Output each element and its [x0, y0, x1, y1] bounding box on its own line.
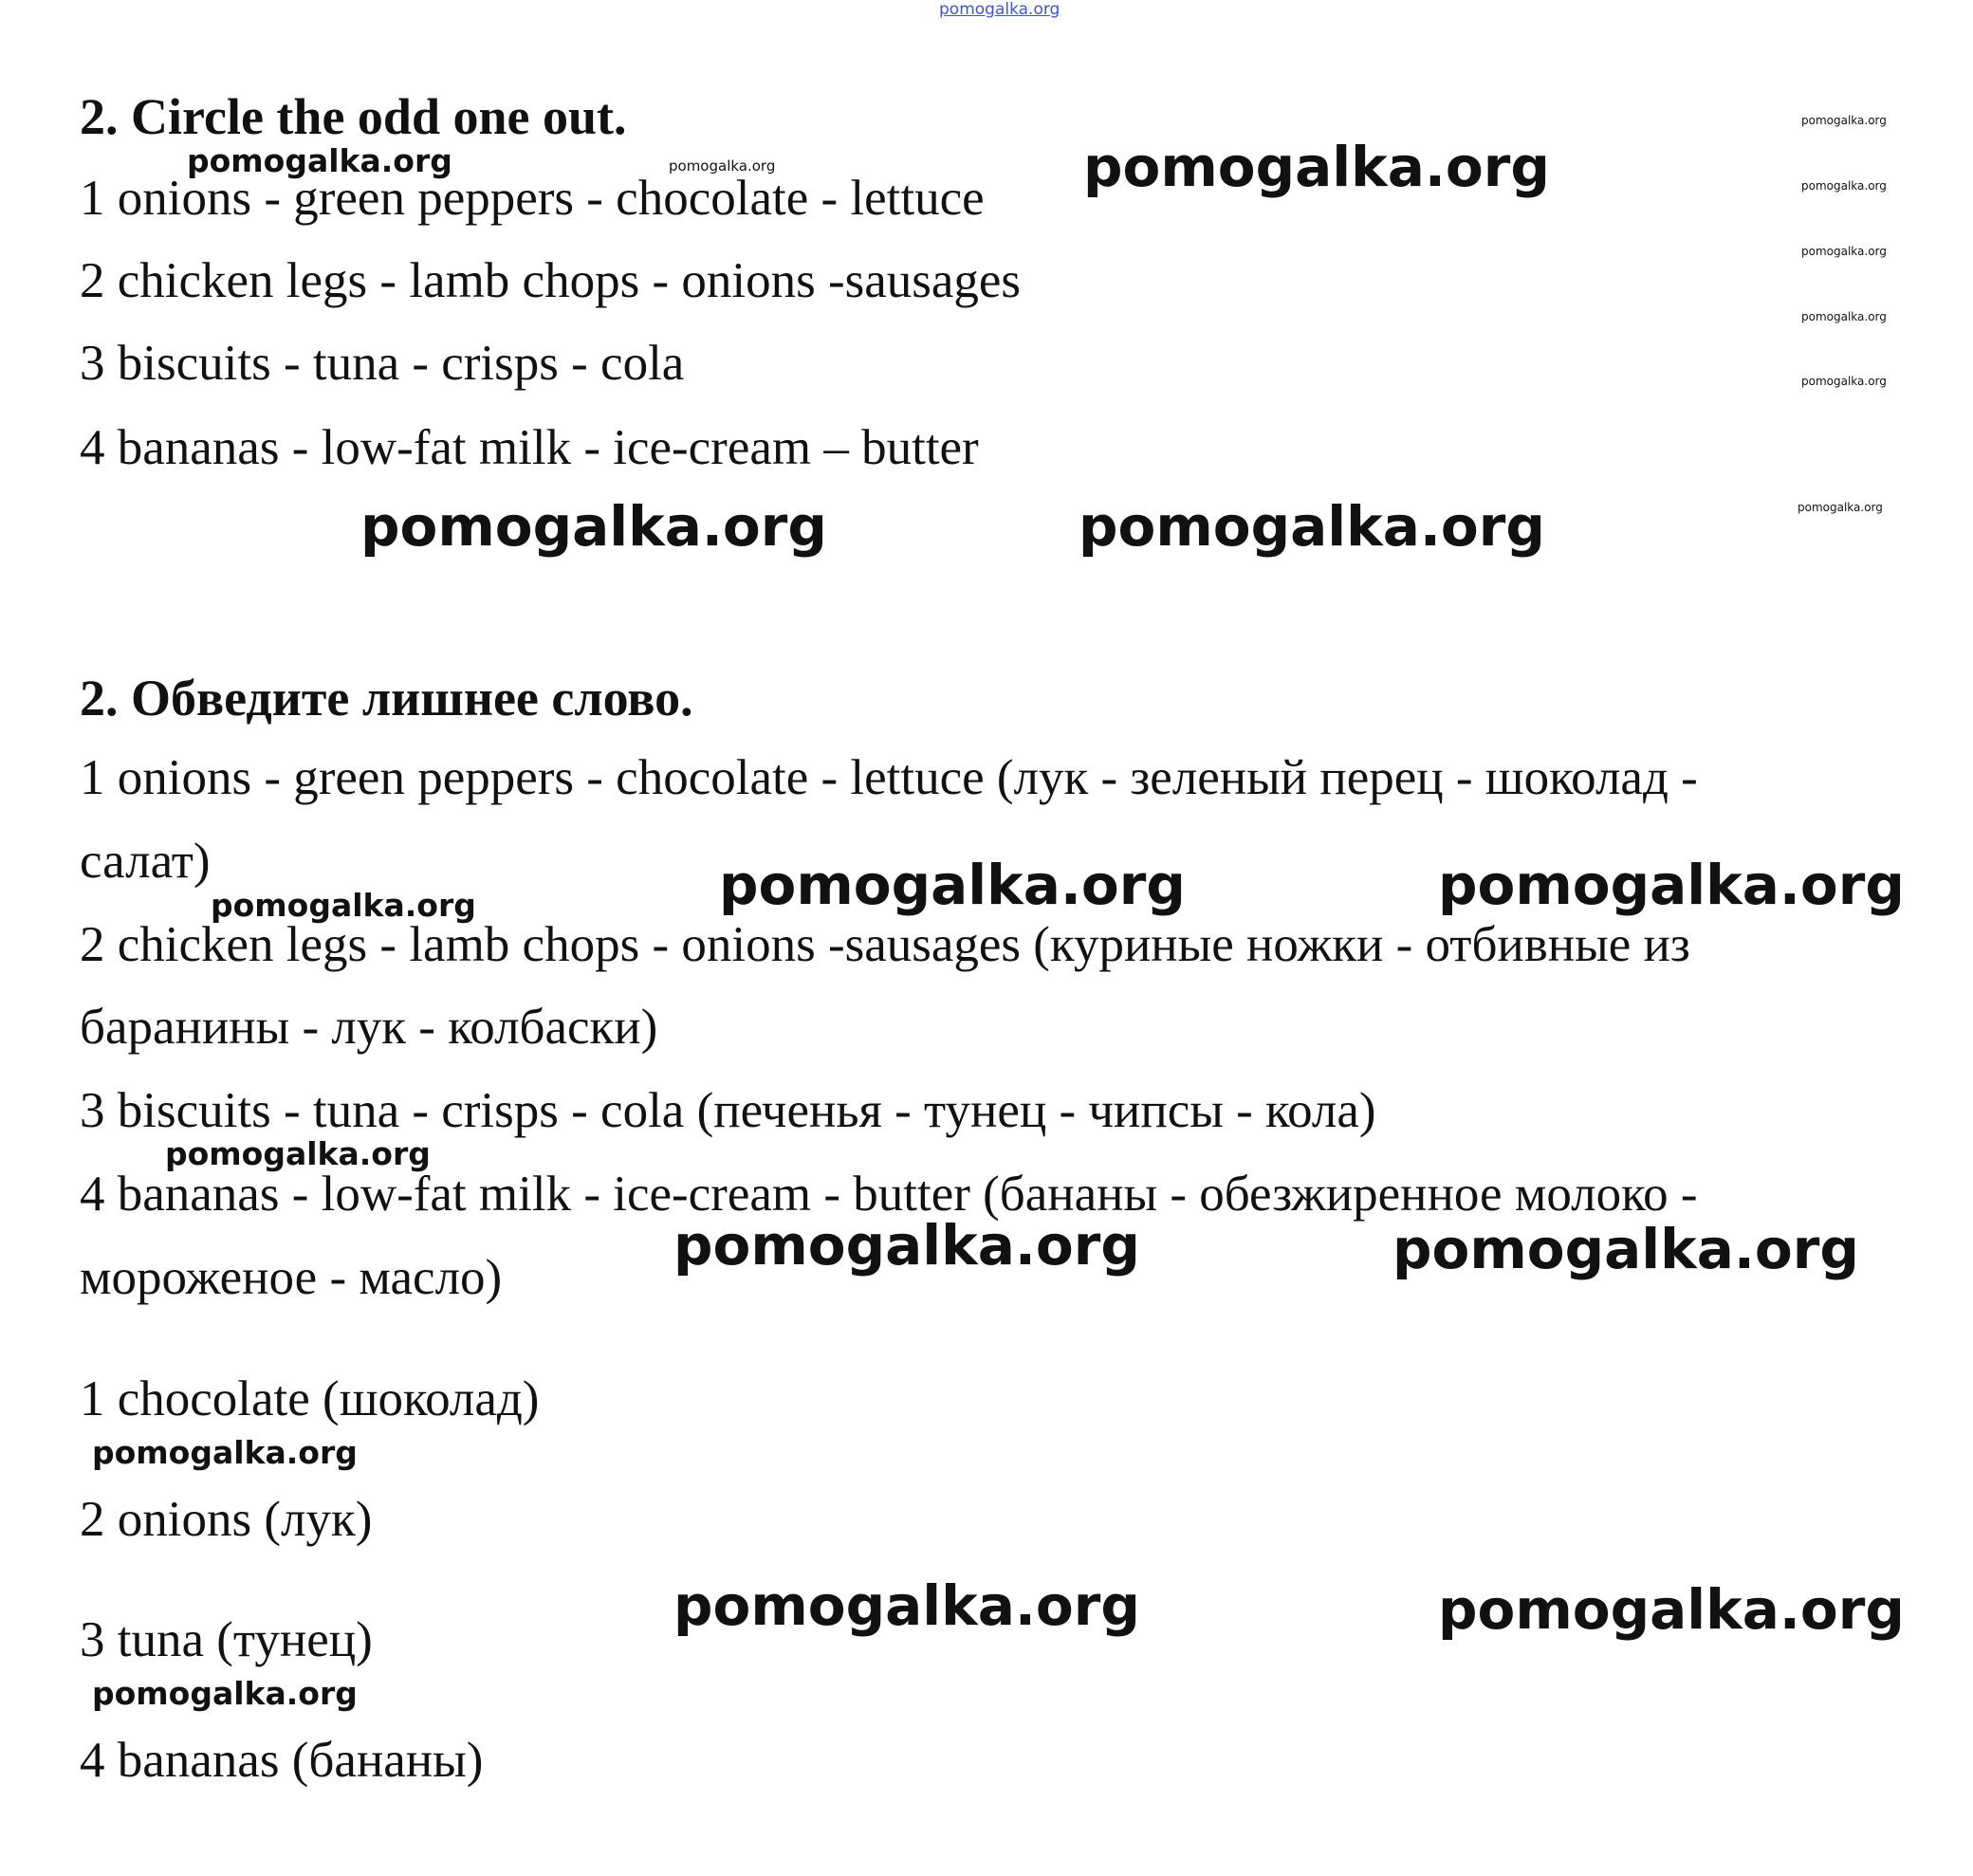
watermark: pomogalka.org	[1801, 375, 1887, 388]
item-line-en-4: 4 bananas - low-fat milk - ice-cream – butter	[80, 420, 979, 475]
watermark: pomogalka.org	[1438, 853, 1905, 917]
watermark: pomogalka.org	[1801, 245, 1887, 258]
top-site-link[interactable]: pomogalka.org	[939, 0, 1060, 19]
answer-4: 4 bananas (бананы)	[80, 1733, 484, 1788]
watermark: pomogalka.org	[187, 142, 452, 179]
item-line-ru-1b: салат)	[80, 834, 211, 889]
watermark: pomogalka.org	[92, 1675, 358, 1712]
heading-en: 2. Circle the odd one out.	[80, 88, 627, 145]
watermark: pomogalka.org	[669, 157, 776, 175]
item-line-en-1: 1 onions - green peppers - chocolate - lettuce	[80, 171, 985, 226]
watermark: pomogalka.org	[1438, 1577, 1905, 1642]
watermark: pomogalka.org	[211, 887, 476, 924]
heading-ru: 2. Обведите лишнее слово.	[80, 670, 693, 726]
watermark: pomogalka.org	[1392, 1217, 1859, 1281]
item-line-en-2: 2 chicken legs - lamb chops - onions -sausages	[80, 253, 1022, 308]
watermark: pomogalka.org	[673, 1213, 1140, 1278]
answer-1: 1 chocolate (шоколад)	[80, 1371, 540, 1426]
watermark: pomogalka.org	[92, 1434, 358, 1471]
watermark: pomogalka.org	[1801, 179, 1887, 193]
item-line-ru-2a: 2 chicken legs - lamb chops - onions -sausages (куриные ножки - отбивные из	[80, 917, 1690, 972]
item-line-ru-2b: баранины - лук - колбаски)	[80, 1000, 658, 1055]
answer-3: 3 tuna (тунец)	[80, 1612, 373, 1667]
watermark: pomogalka.org	[1798, 501, 1883, 514]
item-line-ru-3: 3 biscuits - tuna - crisps - cola (печенья - тунец - чипсы - кола)	[80, 1083, 1376, 1138]
watermark: pomogalka.org	[165, 1135, 431, 1172]
item-line-ru-4a: 4 bananas - low-fat milk - ice-cream - butter (бананы - обезжиренное молоко -	[80, 1167, 1698, 1222]
watermark: pomogalka.org	[673, 1573, 1140, 1638]
watermark: pomogalka.org	[360, 494, 827, 559]
watermark: pomogalka.org	[1083, 135, 1550, 199]
item-line-ru-1a: 1 onions - green peppers - chocolate - lettuce (лук - зеленый перец - шоколад -	[80, 750, 1698, 805]
item-line-en-3: 3 biscuits - tuna - crisps - cola	[80, 336, 685, 391]
watermark: pomogalka.org	[1079, 494, 1545, 559]
answer-2: 2 onions (лук)	[80, 1492, 373, 1547]
watermark: pomogalka.org	[1801, 114, 1887, 127]
item-line-ru-4b: мороженое - масло)	[80, 1250, 503, 1305]
watermark: pomogalka.org	[719, 853, 1186, 917]
watermark: pomogalka.org	[1801, 310, 1887, 323]
